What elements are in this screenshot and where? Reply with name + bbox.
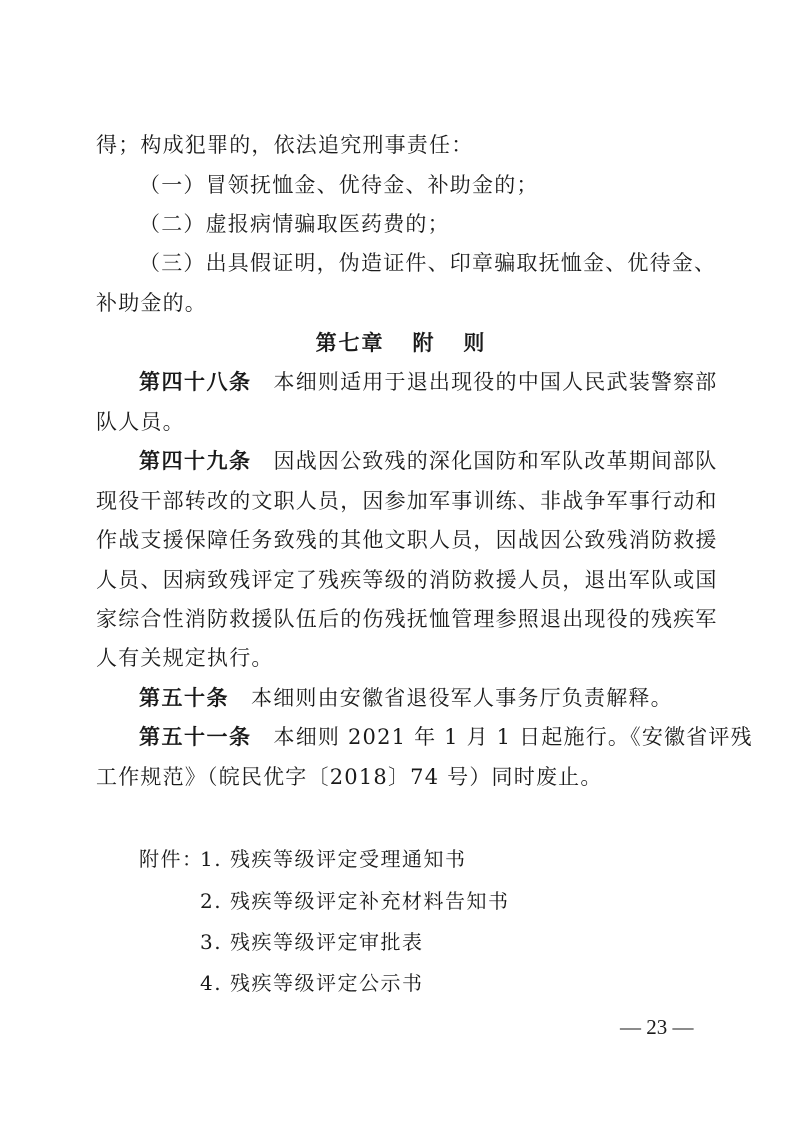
article-51-line: 工作规范》（皖民优字〔2018〕74 号）同时废止。 xyxy=(96,765,603,789)
article-48-line xyxy=(139,365,718,399)
attachments-label: 附件： xyxy=(139,847,204,871)
article-50-line xyxy=(139,681,706,715)
article-49-line: 家综合性消防救援队伍后的伤残抚恤管理参照退出现役的残疾军 xyxy=(96,607,718,631)
article-text: 本细则由安徽省退役军人事务厅负责解释。 xyxy=(251,686,673,710)
article-label: 第五十条 xyxy=(139,686,229,710)
article-label: 第四十八条 xyxy=(139,370,252,394)
article-49-line xyxy=(139,444,718,478)
paragraph-line: 补助金的。 xyxy=(96,291,207,315)
attachment-item-2: 2. 残疾等级评定补充材料告知书 xyxy=(200,889,510,913)
article-text: 因战因公致残的深化国防和军队改革期间部队 xyxy=(273,449,718,473)
attachment-item-4: 4. 残疾等级评定公示书 xyxy=(200,971,424,995)
attachment-item-1: 1. 残疾等级评定受理通知书 xyxy=(200,847,467,871)
article-49-line: 现役干部转改的文职人员，因参加军事训练、非战争军事行动和 xyxy=(96,489,718,513)
article-49-line: 作战支援保障任务致残的其他文职人员，因战因公致残消防救援 xyxy=(96,528,718,552)
paragraph-line: 得；构成犯罪的，依法追究刑事责任： xyxy=(96,133,474,157)
article-text: 本细则 2021 年 1 月 1 日起施行。《安徽省评残 xyxy=(273,725,753,749)
article-48-line: 队人员。 xyxy=(96,410,185,434)
article-label: 第四十九条 xyxy=(139,449,252,473)
article-text: 本细则适用于退出现役的中国人民武装警察部 xyxy=(273,370,718,394)
list-item: （一）冒领抚恤金、优待金、补助金的； xyxy=(139,173,539,197)
article-51-line xyxy=(139,720,753,754)
attachment-item-3: 3. 残疾等级评定审批表 xyxy=(200,930,424,954)
page-number: — 23 — xyxy=(620,1015,694,1039)
article-49-line: 人员、因病致残评定了残疾等级的消防救援人员，退出军队或国 xyxy=(96,568,718,592)
list-item: （二）虚报病情骗取医药费的； xyxy=(139,212,450,236)
list-item: （三）出具假证明，伪造证件、印章骗取抚恤金、优待金、 xyxy=(139,251,717,275)
chapter-title: 第七章 附 则 xyxy=(315,331,487,355)
article-label: 第五十一条 xyxy=(139,725,252,749)
article-49-line: 人有关规定执行。 xyxy=(96,646,274,670)
